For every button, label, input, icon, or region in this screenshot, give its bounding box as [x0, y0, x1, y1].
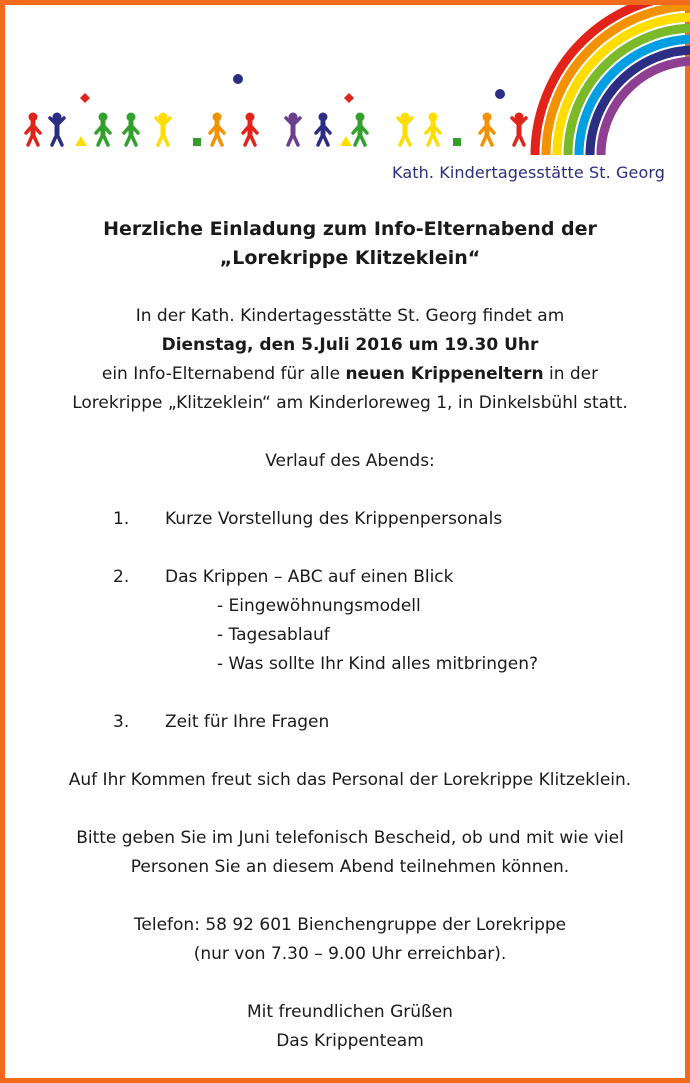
blue-dot [495, 89, 505, 99]
blue-dot [233, 74, 243, 84]
figure-limb [323, 134, 328, 145]
agenda-item [5, 708, 690, 737]
closing: Mit freundlichen Grüßen [247, 1002, 453, 1022]
date-text: Dienstag, den 5.Juli 2016 um 19.30 Uhr [161, 335, 539, 355]
figure-limb [293, 134, 298, 145]
child-figure [316, 113, 330, 146]
child-figure [286, 113, 300, 146]
signature: Das Krippenteam [276, 1031, 424, 1051]
figure-limb [131, 134, 136, 145]
agenda-number: 3. [113, 712, 130, 732]
figure-limb [217, 134, 222, 145]
agenda-sub-item [5, 621, 690, 650]
child-figure [426, 113, 440, 146]
figure-limb [33, 134, 38, 145]
date-line [5, 331, 690, 360]
figure-limb [57, 134, 62, 145]
request-line-1: Bitte geben Sie im Juni telefonisch Bescheid, ob und mit wie viel [76, 828, 624, 848]
figure-limb [433, 134, 438, 145]
figure-limb [163, 134, 168, 145]
child-figure [398, 113, 412, 146]
figure-limb [405, 134, 410, 145]
agenda-list [5, 505, 690, 737]
agenda-sub-text: - Was sollte Ihr Kind alles mitbringen? [217, 654, 539, 674]
figure-limb [487, 134, 492, 145]
agenda-number: 1. [113, 509, 130, 529]
child-figure [26, 113, 40, 146]
child-figure [480, 113, 494, 146]
audience-text: neuen Krippeneltern [345, 364, 544, 384]
request-line-2: Personen Sie an diesem Abend teilnehmen können. [130, 857, 570, 877]
agenda-item [5, 563, 690, 592]
child-figure [210, 113, 224, 146]
child-figure [353, 113, 367, 146]
phone-line: Telefon: 58 92 601 Bienchengruppe der Lorekrippe [133, 915, 567, 935]
red-diamond [80, 93, 90, 103]
title-line-2: „Lorekrippe Klitzeklein“ [219, 247, 481, 269]
intro-line-1: In der Kath. Kindertagesstätte St. Georg findet am [135, 306, 565, 326]
green-square [193, 138, 201, 146]
agenda-sub-text: - Eingewöhnungsmodell [217, 596, 421, 616]
agenda-item [5, 505, 690, 534]
child-figure [156, 113, 170, 146]
header [5, 5, 690, 200]
yellow-triangle [340, 136, 352, 146]
child-figure [96, 113, 110, 146]
intro-line-3-post: in der [543, 364, 599, 384]
title-line-1: Herzliche Einladung zum Info-Elternabend der [103, 218, 597, 240]
org-name: Kath. Kindertagesstätte St. Georg [392, 163, 665, 182]
red-diamond [344, 93, 354, 103]
agenda-heading: Verlauf des Abends: [265, 451, 435, 471]
agenda-number: 2. [113, 567, 130, 587]
intro-line-3-pre: ein Info-Elternabend für alle [101, 364, 346, 384]
child-figure [50, 113, 64, 146]
agenda-sub-item [5, 592, 690, 621]
agenda-text: Kurze Vorstellung des Krippenpersonals [165, 509, 503, 529]
agenda-sub-item [5, 650, 690, 679]
welcome-text: Auf Ihr Kommen freut sich das Personal der Lorekrippe Klitzeklein. [68, 770, 632, 790]
green-square [453, 138, 461, 146]
invitation-body [5, 215, 690, 1056]
figure-limb [519, 134, 524, 145]
yellow-triangle [75, 136, 87, 146]
figure-limb [103, 134, 108, 145]
child-figure [512, 113, 526, 146]
agenda-text: Zeit für Ihre Fragen [165, 712, 330, 732]
intro-line-3 [5, 360, 690, 389]
child-figure [243, 113, 257, 146]
intro-line-4: Lorekrippe „Klitzeklein“ am Kinderloreweg 1, in Dinkelsbühl statt. [72, 393, 628, 413]
child-figure [124, 113, 138, 146]
phone-hours: (nur von 7.30 – 9.00 Uhr erreichbar). [193, 944, 507, 964]
agenda-text: Das Krippen – ABC auf einen Blick [165, 567, 454, 587]
agenda-sub-text: - Tagesablauf [217, 625, 330, 645]
figure-limb [360, 134, 365, 145]
figure-limb [250, 134, 255, 145]
